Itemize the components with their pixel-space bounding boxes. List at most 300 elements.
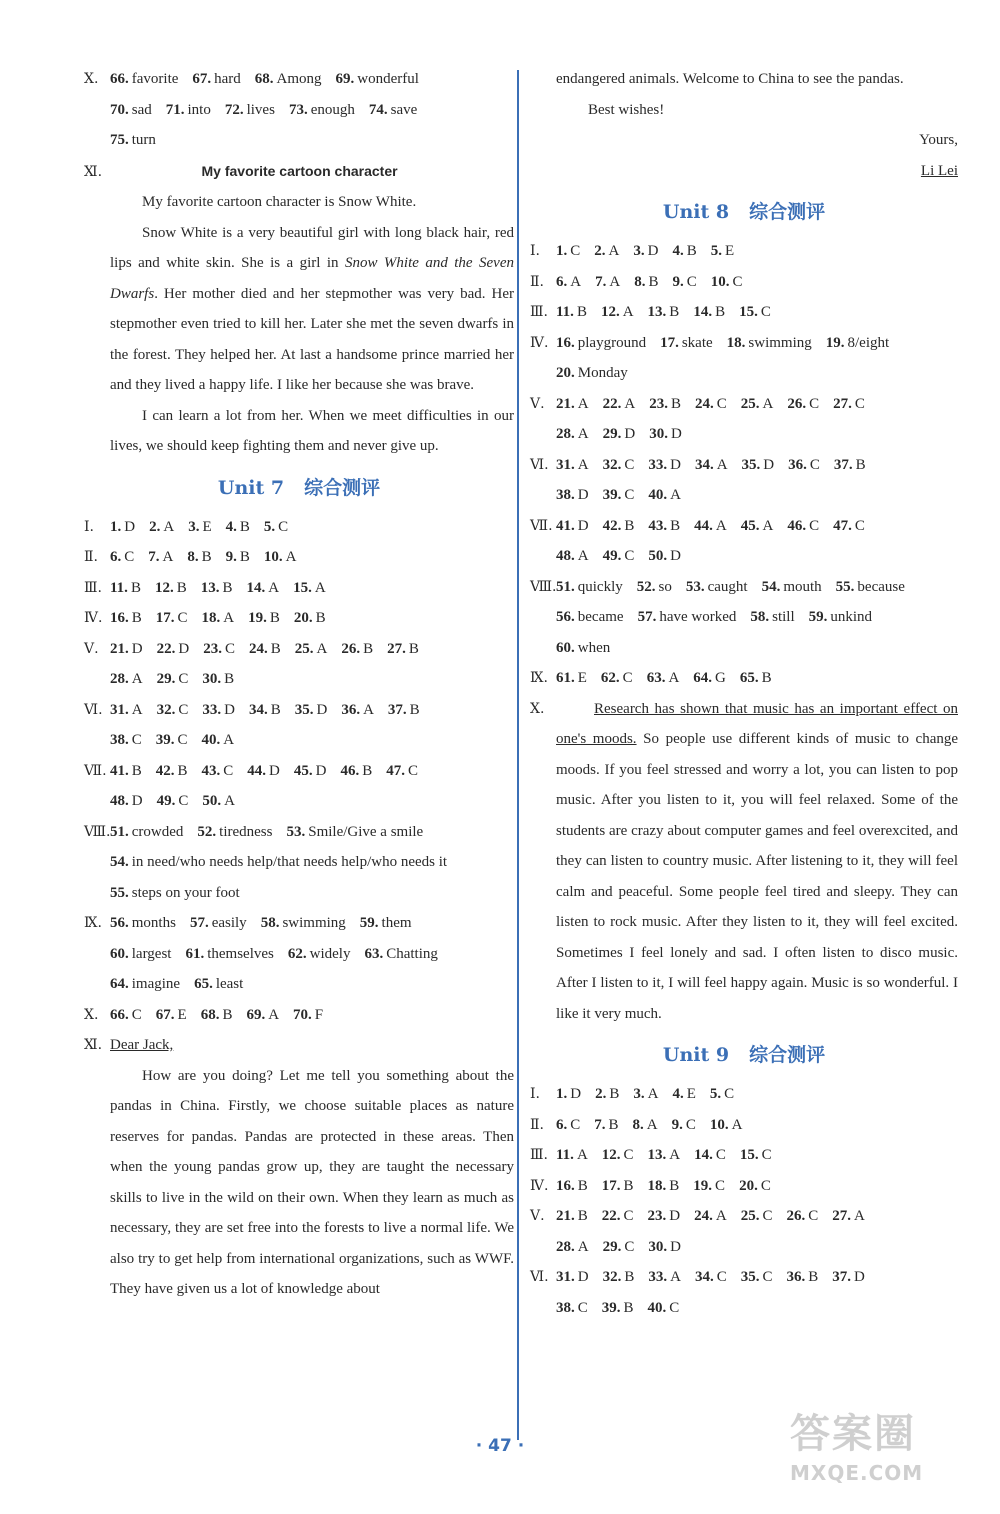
answer-text: E: [724, 243, 735, 259]
question-number: 25.: [740, 395, 760, 412]
answer-item: [275, 102, 355, 118]
answer-text: A: [624, 395, 636, 412]
question-number: 30.: [648, 1238, 668, 1255]
question-number: 54.: [761, 578, 781, 595]
answer-text: D: [577, 517, 589, 534]
question-number: 25.: [294, 640, 314, 657]
answer-text: A: [314, 579, 326, 596]
answer-item: [556, 1269, 589, 1285]
question-number: 21.: [556, 1208, 575, 1224]
answer-text: widely: [309, 945, 351, 962]
answer-item: [247, 915, 346, 931]
answer-text: easily: [211, 915, 247, 931]
answer-text: A: [162, 549, 174, 565]
answer-item: [143, 793, 189, 809]
answer-text: B: [855, 456, 866, 473]
answer-item: [187, 580, 233, 596]
question-number: 10.: [709, 1116, 729, 1133]
answer-text: C: [669, 1299, 680, 1316]
question-number: 44.: [694, 517, 713, 534]
answer-item: [110, 71, 178, 87]
answer-text: Among: [276, 71, 322, 87]
question-number: 31.: [556, 1269, 575, 1285]
answer-text: sad: [131, 101, 152, 118]
question-number: 24.: [248, 640, 268, 657]
question-number: 58.: [260, 915, 280, 931]
answer-item: [232, 1007, 279, 1023]
answer-item: [110, 976, 180, 992]
answer-text: A: [715, 517, 727, 534]
question-number: 7.: [594, 1116, 606, 1133]
answer-item: [188, 671, 234, 687]
answer-item: [681, 396, 727, 412]
section-numeral: Ⅸ.: [84, 915, 102, 931]
answer-item: [232, 580, 279, 596]
answer-item: [556, 1208, 588, 1224]
answer-item: [679, 670, 726, 686]
answer-text: C: [224, 640, 235, 657]
answer-item: [250, 519, 288, 535]
answer-text: C: [809, 456, 820, 473]
answer-item: [658, 1117, 696, 1133]
answer-item: [623, 579, 672, 595]
section-numeral: Ⅹ.: [84, 71, 99, 87]
question-number: 61.: [556, 670, 575, 686]
answer-text: B: [686, 243, 697, 259]
answer-row: [530, 1110, 958, 1141]
answer-item: [241, 71, 322, 87]
answer-text: A: [131, 701, 143, 718]
answer-item: [727, 396, 774, 412]
answer-text: B: [609, 1086, 620, 1102]
answer-text: B: [577, 1177, 588, 1194]
section-numeral: Ⅺ.: [84, 1037, 103, 1053]
answer-text: A: [609, 273, 621, 290]
answer-item: [556, 304, 587, 320]
answer-item: [110, 763, 142, 779]
question-number: 29.: [602, 1238, 622, 1255]
answer-item: [183, 824, 272, 840]
question-number: 38.: [556, 1299, 575, 1316]
answer-text: C: [809, 395, 820, 412]
question-number: 60.: [556, 639, 575, 656]
question-number: 1.: [556, 1086, 568, 1102]
question-number: 36.: [341, 701, 361, 718]
answer-text: D: [854, 1269, 865, 1285]
answer-text: C: [715, 1147, 726, 1163]
answer-text: C: [686, 273, 697, 290]
answer-text: B: [224, 671, 235, 687]
answer-item: [635, 426, 682, 442]
answer-item: [142, 1007, 187, 1023]
answer-item: [726, 1147, 772, 1163]
answer-text: C: [685, 1116, 696, 1133]
question-number: 18.: [726, 334, 746, 351]
answer-text: months: [131, 915, 176, 931]
answer-item: [556, 1300, 588, 1316]
question-number: 14.: [694, 1147, 713, 1163]
answer-text: A: [316, 640, 328, 657]
answer-row: [530, 572, 958, 603]
question-number: 63.: [646, 670, 666, 686]
question-number: 17.: [155, 610, 175, 626]
answer-text: wonderful: [357, 71, 419, 87]
answer-item: [141, 580, 187, 596]
question-number: 48.: [110, 793, 129, 809]
question-number: 71.: [165, 101, 185, 118]
answer-text: A: [363, 701, 374, 718]
question-number: 35.: [741, 456, 761, 473]
answer-item: [173, 549, 211, 565]
answer-item: [142, 763, 188, 779]
question-number: 14.: [246, 579, 266, 596]
answer-item: [589, 548, 635, 564]
watermark-logo-mark: 答案圈: [790, 1411, 916, 1457]
answer-text: D: [763, 456, 775, 473]
answer-row: [84, 847, 514, 878]
answer-text: B: [222, 579, 233, 596]
answer-item: [697, 274, 743, 290]
answer-item: [373, 641, 419, 657]
question-number: 62.: [600, 670, 620, 686]
question-number: 45.: [740, 517, 760, 534]
answer-text: C: [854, 395, 865, 412]
answer-item: [176, 915, 247, 931]
question-number: 40.: [647, 1299, 667, 1316]
answer-item: [589, 1239, 635, 1255]
answer-item: [580, 1117, 618, 1133]
question-number: 27.: [387, 640, 406, 657]
answer-item: [556, 335, 646, 351]
question-number: 15.: [739, 1147, 759, 1163]
answer-text: A: [577, 456, 589, 473]
answer-item: [772, 1269, 818, 1285]
answer-row: [530, 1262, 958, 1293]
letter-signature: Li Lei: [920, 162, 958, 179]
question-number: 48.: [556, 548, 575, 564]
question-number: 9.: [225, 549, 237, 565]
question-number: 34.: [694, 1269, 714, 1285]
question-number: 4.: [672, 243, 684, 259]
answer-row: [84, 64, 514, 95]
section-numeral: Ⅲ.: [530, 304, 548, 320]
answer-row: [530, 511, 958, 542]
answer-text: A: [854, 1208, 865, 1224]
answer-text: mouth: [783, 578, 822, 595]
question-number: 8.: [634, 273, 646, 290]
column-divider: [517, 70, 519, 1440]
question-number: 35.: [740, 1269, 760, 1285]
answer-text: D: [670, 548, 681, 564]
question-number: 60.: [110, 945, 129, 962]
answer-text: A: [163, 518, 175, 535]
section-numeral: Ⅵ.: [84, 701, 103, 718]
unit-subtitle: 综合测评: [304, 476, 381, 499]
question-number: 57.: [189, 915, 209, 931]
unit-heading: [530, 1041, 958, 1069]
answer-text: D: [178, 640, 190, 657]
answer-text: B: [131, 610, 142, 626]
answer-text: C: [124, 549, 135, 565]
answer-text: B: [623, 1299, 634, 1316]
question-number: 70.: [293, 1006, 312, 1023]
question-number: 46.: [787, 517, 807, 534]
answer-item: [235, 641, 281, 657]
answer-item: [646, 335, 713, 351]
answer-item: [180, 976, 243, 992]
answer-row: [530, 419, 958, 450]
question-number: 36.: [786, 1269, 806, 1285]
question-number: 53.: [286, 823, 306, 840]
question-number: 24.: [694, 1208, 713, 1224]
question-number: 37.: [387, 701, 407, 718]
answer-text: B: [201, 549, 212, 565]
answer-item: [556, 457, 589, 473]
answer-item: [634, 457, 681, 473]
question-number: 40.: [201, 732, 221, 748]
answer-text: because: [857, 578, 905, 595]
answer-item: [589, 487, 635, 503]
question-number: 9.: [671, 1116, 683, 1133]
answer-text: Monday: [577, 365, 628, 381]
answer-item: [727, 518, 774, 534]
answer-text: them: [381, 915, 412, 931]
question-number: 73.: [288, 101, 308, 118]
question-number: 14.: [693, 304, 713, 320]
answer-row: [530, 328, 958, 359]
answer-text: C: [716, 395, 727, 412]
answer-row: [84, 95, 514, 126]
answer-text: E: [577, 670, 587, 686]
answer-item: [212, 549, 250, 565]
question-number: 67.: [192, 71, 212, 87]
question-number: 31.: [110, 701, 129, 718]
answer-item: [326, 763, 372, 779]
section-numeral: Ⅵ.: [530, 1269, 549, 1285]
question-number: 64.: [110, 976, 129, 992]
question-number: 7.: [148, 549, 160, 565]
answer-text: C: [761, 1147, 772, 1163]
answer-item: [178, 71, 240, 87]
answer-item: [188, 702, 235, 718]
answer-item: [327, 702, 374, 718]
question-number: 26.: [341, 640, 361, 657]
question-number: 18.: [201, 610, 221, 626]
answer-text: A: [647, 1086, 659, 1102]
section-numeral: Ⅳ.: [530, 334, 549, 351]
answer-text: themselves: [207, 945, 274, 962]
section-numeral: Ⅴ.: [530, 1208, 545, 1224]
question-number: 66.: [110, 71, 129, 87]
answer-row: [84, 695, 514, 726]
answer-text: Chatting: [386, 945, 438, 962]
question-number: 19.: [825, 334, 845, 351]
answer-item: [556, 579, 623, 595]
essay-paragraph: [84, 401, 514, 462]
question-number: 58.: [750, 609, 770, 625]
answer-text: A: [223, 610, 235, 626]
answer-row: [530, 1201, 958, 1232]
question-number: 23.: [649, 395, 668, 412]
answer-item: [556, 609, 624, 625]
answer-item: [110, 732, 142, 748]
answer-text: C: [732, 273, 743, 290]
question-number: 17.: [601, 1177, 621, 1194]
answer-row: [530, 1140, 958, 1171]
question-number: 16.: [556, 1177, 575, 1194]
question-number: 4.: [672, 1086, 684, 1102]
answer-text: D: [570, 1086, 582, 1102]
answer-text: B: [670, 517, 681, 534]
answer-item: [142, 732, 188, 748]
question-number: 34.: [694, 456, 714, 473]
answer-text: turn: [131, 132, 156, 148]
answer-text: C: [809, 517, 820, 534]
question-number: 25.: [740, 1208, 760, 1224]
question-number: 74.: [368, 101, 388, 118]
question-number: 43.: [201, 762, 221, 779]
question-number: 16.: [556, 334, 575, 351]
question-number: 22.: [602, 395, 622, 412]
question-number: 4.: [225, 518, 237, 535]
answer-item: [795, 609, 872, 625]
answer-item: [110, 915, 176, 931]
answer-item: [633, 670, 680, 686]
question-number: 30.: [202, 671, 222, 687]
answer-text: C: [223, 762, 234, 779]
answer-text: B: [715, 304, 726, 320]
question-number: 41.: [110, 762, 129, 779]
answer-item: [322, 71, 419, 87]
answer-item: [818, 1208, 865, 1224]
letter-yours-row: [530, 125, 958, 156]
question-number: 39.: [601, 1299, 621, 1316]
book-title: Snow White and the Seven Dwarfs: [110, 255, 514, 302]
answer-item: [350, 946, 437, 962]
essay-title-row: [84, 156, 514, 188]
answer-text: C: [624, 456, 635, 473]
answer-item: [110, 793, 143, 809]
answer-text: A: [646, 1116, 658, 1133]
question-number: 19.: [248, 610, 267, 626]
answer-item: [556, 1086, 581, 1102]
answer-item: [110, 641, 143, 657]
answer-text: C: [577, 1299, 588, 1316]
question-number: 30.: [649, 426, 668, 442]
answer-item: [672, 579, 748, 595]
answer-text: A: [622, 304, 634, 320]
question-number: 36.: [788, 456, 807, 473]
essay-paragraph: [84, 187, 514, 218]
section-numeral: Ⅸ.: [530, 670, 548, 686]
answer-row: [530, 633, 958, 664]
answer-item: [235, 702, 281, 718]
question-number: 28.: [556, 426, 575, 442]
answer-item: [272, 824, 423, 840]
question-number: 13.: [647, 304, 667, 320]
right-column: [530, 64, 958, 1323]
answer-text: playground: [577, 334, 647, 351]
answer-text: B: [761, 670, 772, 686]
watermark-logo-url: MXQE.COM: [790, 1461, 924, 1485]
answer-item: [142, 610, 188, 626]
question-number: 11.: [556, 1147, 574, 1163]
answer-row: [530, 602, 958, 633]
answer-text: C: [622, 670, 633, 686]
answer-text: swimming: [282, 915, 346, 931]
answer-item: [634, 1178, 680, 1194]
question-number: 10.: [263, 549, 283, 565]
question-number: 64.: [693, 670, 713, 686]
answer-text: C: [570, 1116, 581, 1133]
answer-item: [624, 609, 737, 625]
answer-text: D: [577, 1269, 589, 1285]
answer-item: [211, 102, 275, 118]
answer-text: C: [808, 1208, 819, 1224]
question-number: 51.: [556, 578, 575, 595]
answer-item: [696, 1086, 734, 1102]
question-number: 2.: [594, 243, 606, 259]
answer-text: have worked: [659, 609, 737, 625]
question-number: 20.: [739, 1177, 758, 1194]
answer-row: [530, 389, 958, 420]
answer-item: [620, 274, 658, 290]
question-number: 6.: [556, 273, 568, 290]
answer-text: A: [576, 1147, 588, 1163]
letter-greeting: Dear Jack,: [110, 1037, 174, 1053]
answer-text: D: [131, 793, 143, 809]
answer-text: C: [624, 487, 635, 503]
left-column: [84, 64, 514, 1305]
answer-item: [619, 243, 658, 259]
answer-text: D: [316, 701, 328, 718]
answer-row: [530, 236, 958, 267]
answer-item: [556, 640, 610, 656]
answer-item: [581, 274, 620, 290]
question-number: 20.: [556, 365, 575, 381]
answer-text: B: [576, 304, 587, 320]
answer-row: [530, 297, 958, 328]
question-number: 9.: [672, 273, 684, 290]
answer-item: [589, 457, 635, 473]
question-number: 49.: [602, 548, 622, 564]
page-number: · 47 ·: [475, 1436, 525, 1456]
answer-item: [280, 610, 326, 626]
answer-row: [530, 480, 958, 511]
question-number: 65.: [739, 670, 759, 686]
question-number: 13.: [647, 1147, 667, 1163]
answer-text: so: [658, 578, 672, 595]
answer-item: [110, 946, 171, 962]
answer-text: D: [224, 701, 235, 718]
answer-item: [589, 426, 636, 442]
answer-item: [819, 396, 865, 412]
answer-item: [635, 396, 681, 412]
answer-text: lives: [246, 101, 275, 118]
section-numeral: Ⅶ.: [84, 762, 107, 779]
question-number: 55.: [110, 884, 129, 901]
section-numeral: Ⅱ.: [530, 273, 544, 290]
answer-item: [250, 549, 297, 565]
section-numeral: Ⅷ.: [530, 578, 557, 595]
answer-text: B: [131, 762, 142, 779]
answer-text: C: [570, 243, 581, 259]
answer-text: save: [390, 101, 418, 118]
answer-text: Smile/Give a smile: [308, 823, 424, 840]
answer-text: D: [670, 1238, 681, 1255]
essay-text: . Her mother died and her stepmother was very bad. Her stepmother even tried to kill her. Later she met the seven dwarfs in the forest. They helped her. At last a handsome prince married her and they lived a happy life. I like her because she was brave.: [110, 285, 514, 393]
answer-text: B: [623, 1177, 634, 1194]
